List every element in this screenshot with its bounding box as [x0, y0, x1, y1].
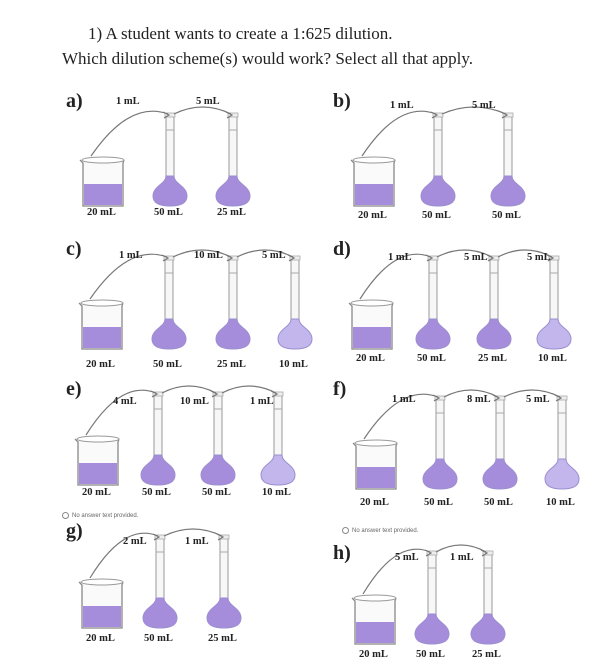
beaker-liquid — [84, 184, 122, 205]
beaker-liquid — [83, 606, 121, 627]
transfer-volume-label: 1 mL — [390, 100, 414, 111]
option-c[interactable] — [79, 250, 312, 349]
no-answer-note — [62, 512, 138, 519]
option-g[interactable] — [79, 529, 241, 628]
vessel-volume-label: 50 mL — [417, 353, 446, 364]
transfer-volume-label: 1 mL — [185, 536, 209, 547]
question-line-2: Which dilution scheme(s) would work? Select all that apply. — [62, 49, 474, 68]
vessel-volume-label: 20 mL — [356, 353, 385, 364]
question-line-1: 1) A student wants to create a 1:625 dilution. — [88, 24, 393, 43]
transfer-volume-label: 10 mL — [194, 250, 223, 261]
beaker-liquid — [356, 622, 394, 643]
option-label-b: b) — [333, 90, 351, 112]
beaker-liquid — [355, 184, 393, 205]
vessel-volume-label: 50 mL — [484, 497, 513, 508]
beaker-liquid — [79, 463, 117, 484]
transfer-volume-label: 4 mL — [113, 396, 137, 407]
vessel-volume-label: 10 mL — [279, 359, 308, 370]
beaker-liquid — [83, 327, 121, 348]
vessel-volume-label: 20 mL — [358, 210, 387, 221]
vessel-volume-label: 25 mL — [478, 353, 507, 364]
transfer-volume-label: 1 mL — [450, 552, 474, 563]
transfer-volume-label: 5 mL — [262, 250, 286, 261]
flask-liquid — [207, 598, 241, 628]
option-label-d: d) — [333, 238, 351, 260]
no-answer-text: No answer text provided. — [352, 528, 419, 535]
vessel-volume-label: 50 mL — [424, 497, 453, 508]
no-answer-text: No answer text provided. — [72, 513, 139, 520]
vessel-volume-label: 50 mL — [422, 210, 451, 221]
transfer-volume-label: 2 mL — [123, 536, 147, 547]
flask-liquid — [201, 455, 235, 485]
option-label-h: h) — [333, 542, 351, 564]
flask-liquid — [152, 319, 186, 349]
transfer-volume-label: 5 mL — [196, 96, 220, 107]
no-answer-note — [342, 527, 418, 534]
flask-liquid — [216, 176, 250, 206]
vessel-volume-label: 10 mL — [546, 497, 575, 508]
vessel-volume-label: 25 mL — [208, 633, 237, 644]
flask-liquid — [421, 176, 455, 206]
transfer-volume-label: 1 mL — [392, 394, 416, 405]
flask-liquid — [278, 319, 312, 349]
option-b[interactable] — [351, 107, 525, 206]
vessel-volume-label: 50 mL — [144, 633, 173, 644]
flask-liquid — [415, 614, 449, 644]
option-label-c: c) — [66, 238, 82, 260]
transfer-volume-label: 5 mL — [526, 394, 550, 405]
option-a[interactable] — [80, 107, 250, 206]
transfer-volume-label: 5 mL — [464, 252, 488, 263]
flask-liquid — [545, 459, 579, 489]
transfer-volume-label: 1 mL — [388, 252, 412, 263]
flask-liquid — [477, 319, 511, 349]
vessel-volume-label: 50 mL — [492, 210, 521, 221]
vessel-volume-label: 25 mL — [217, 359, 246, 370]
vessel-volume-label: 20 mL — [359, 649, 388, 660]
flask-liquid — [153, 176, 187, 206]
beaker-liquid — [353, 327, 391, 348]
flask-liquid — [483, 459, 517, 489]
radio-icon[interactable] — [342, 527, 349, 534]
transfer-volume-label: 5 mL — [395, 552, 419, 563]
vessel-volume-label: 50 mL — [153, 359, 182, 370]
option-label-a: a) — [66, 90, 83, 112]
flask-liquid — [261, 455, 295, 485]
vessel-volume-label: 20 mL — [87, 207, 116, 218]
flask-liquid — [471, 614, 505, 644]
transfer-volume-label: 10 mL — [180, 396, 209, 407]
vessel-volume-label: 10 mL — [538, 353, 567, 364]
option-label-e: e) — [66, 378, 82, 400]
flask-liquid — [537, 319, 571, 349]
vessel-volume-label: 20 mL — [360, 497, 389, 508]
transfer-volume-label: 1 mL — [250, 396, 274, 407]
transfer-volume-label: 5 mL — [527, 252, 551, 263]
vessel-volume-label: 50 mL — [154, 207, 183, 218]
option-d[interactable] — [349, 250, 571, 349]
transfer-volume-label: 1 mL — [116, 96, 140, 107]
flask-liquid — [143, 598, 177, 628]
vessel-volume-label: 25 mL — [472, 649, 501, 660]
transfer-volume-label: 8 mL — [467, 394, 491, 405]
vessel-volume-label: 20 mL — [86, 359, 115, 370]
option-h[interactable] — [352, 545, 505, 644]
flask-liquid — [491, 176, 525, 206]
flask-liquid — [416, 319, 450, 349]
flask-liquid — [141, 455, 175, 485]
vessel-volume-label: 50 mL — [416, 649, 445, 660]
option-label-f: f) — [333, 378, 347, 400]
flask-liquid — [216, 319, 250, 349]
transfer-volume-label: 1 mL — [119, 250, 143, 261]
option-label-g: g) — [66, 520, 83, 542]
vessel-volume-label: 20 mL — [86, 633, 115, 644]
transfer-volume-label: 5 mL — [472, 100, 496, 111]
radio-icon[interactable] — [62, 512, 69, 519]
vessel-volume-label: 50 mL — [202, 487, 231, 498]
beaker-liquid — [357, 467, 395, 488]
flask-liquid — [423, 459, 457, 489]
vessel-volume-label: 50 mL — [142, 487, 171, 498]
vessel-volume-label: 10 mL — [262, 487, 291, 498]
vessel-volume-label: 25 mL — [217, 207, 246, 218]
vessel-volume-label: 20 mL — [82, 487, 111, 498]
